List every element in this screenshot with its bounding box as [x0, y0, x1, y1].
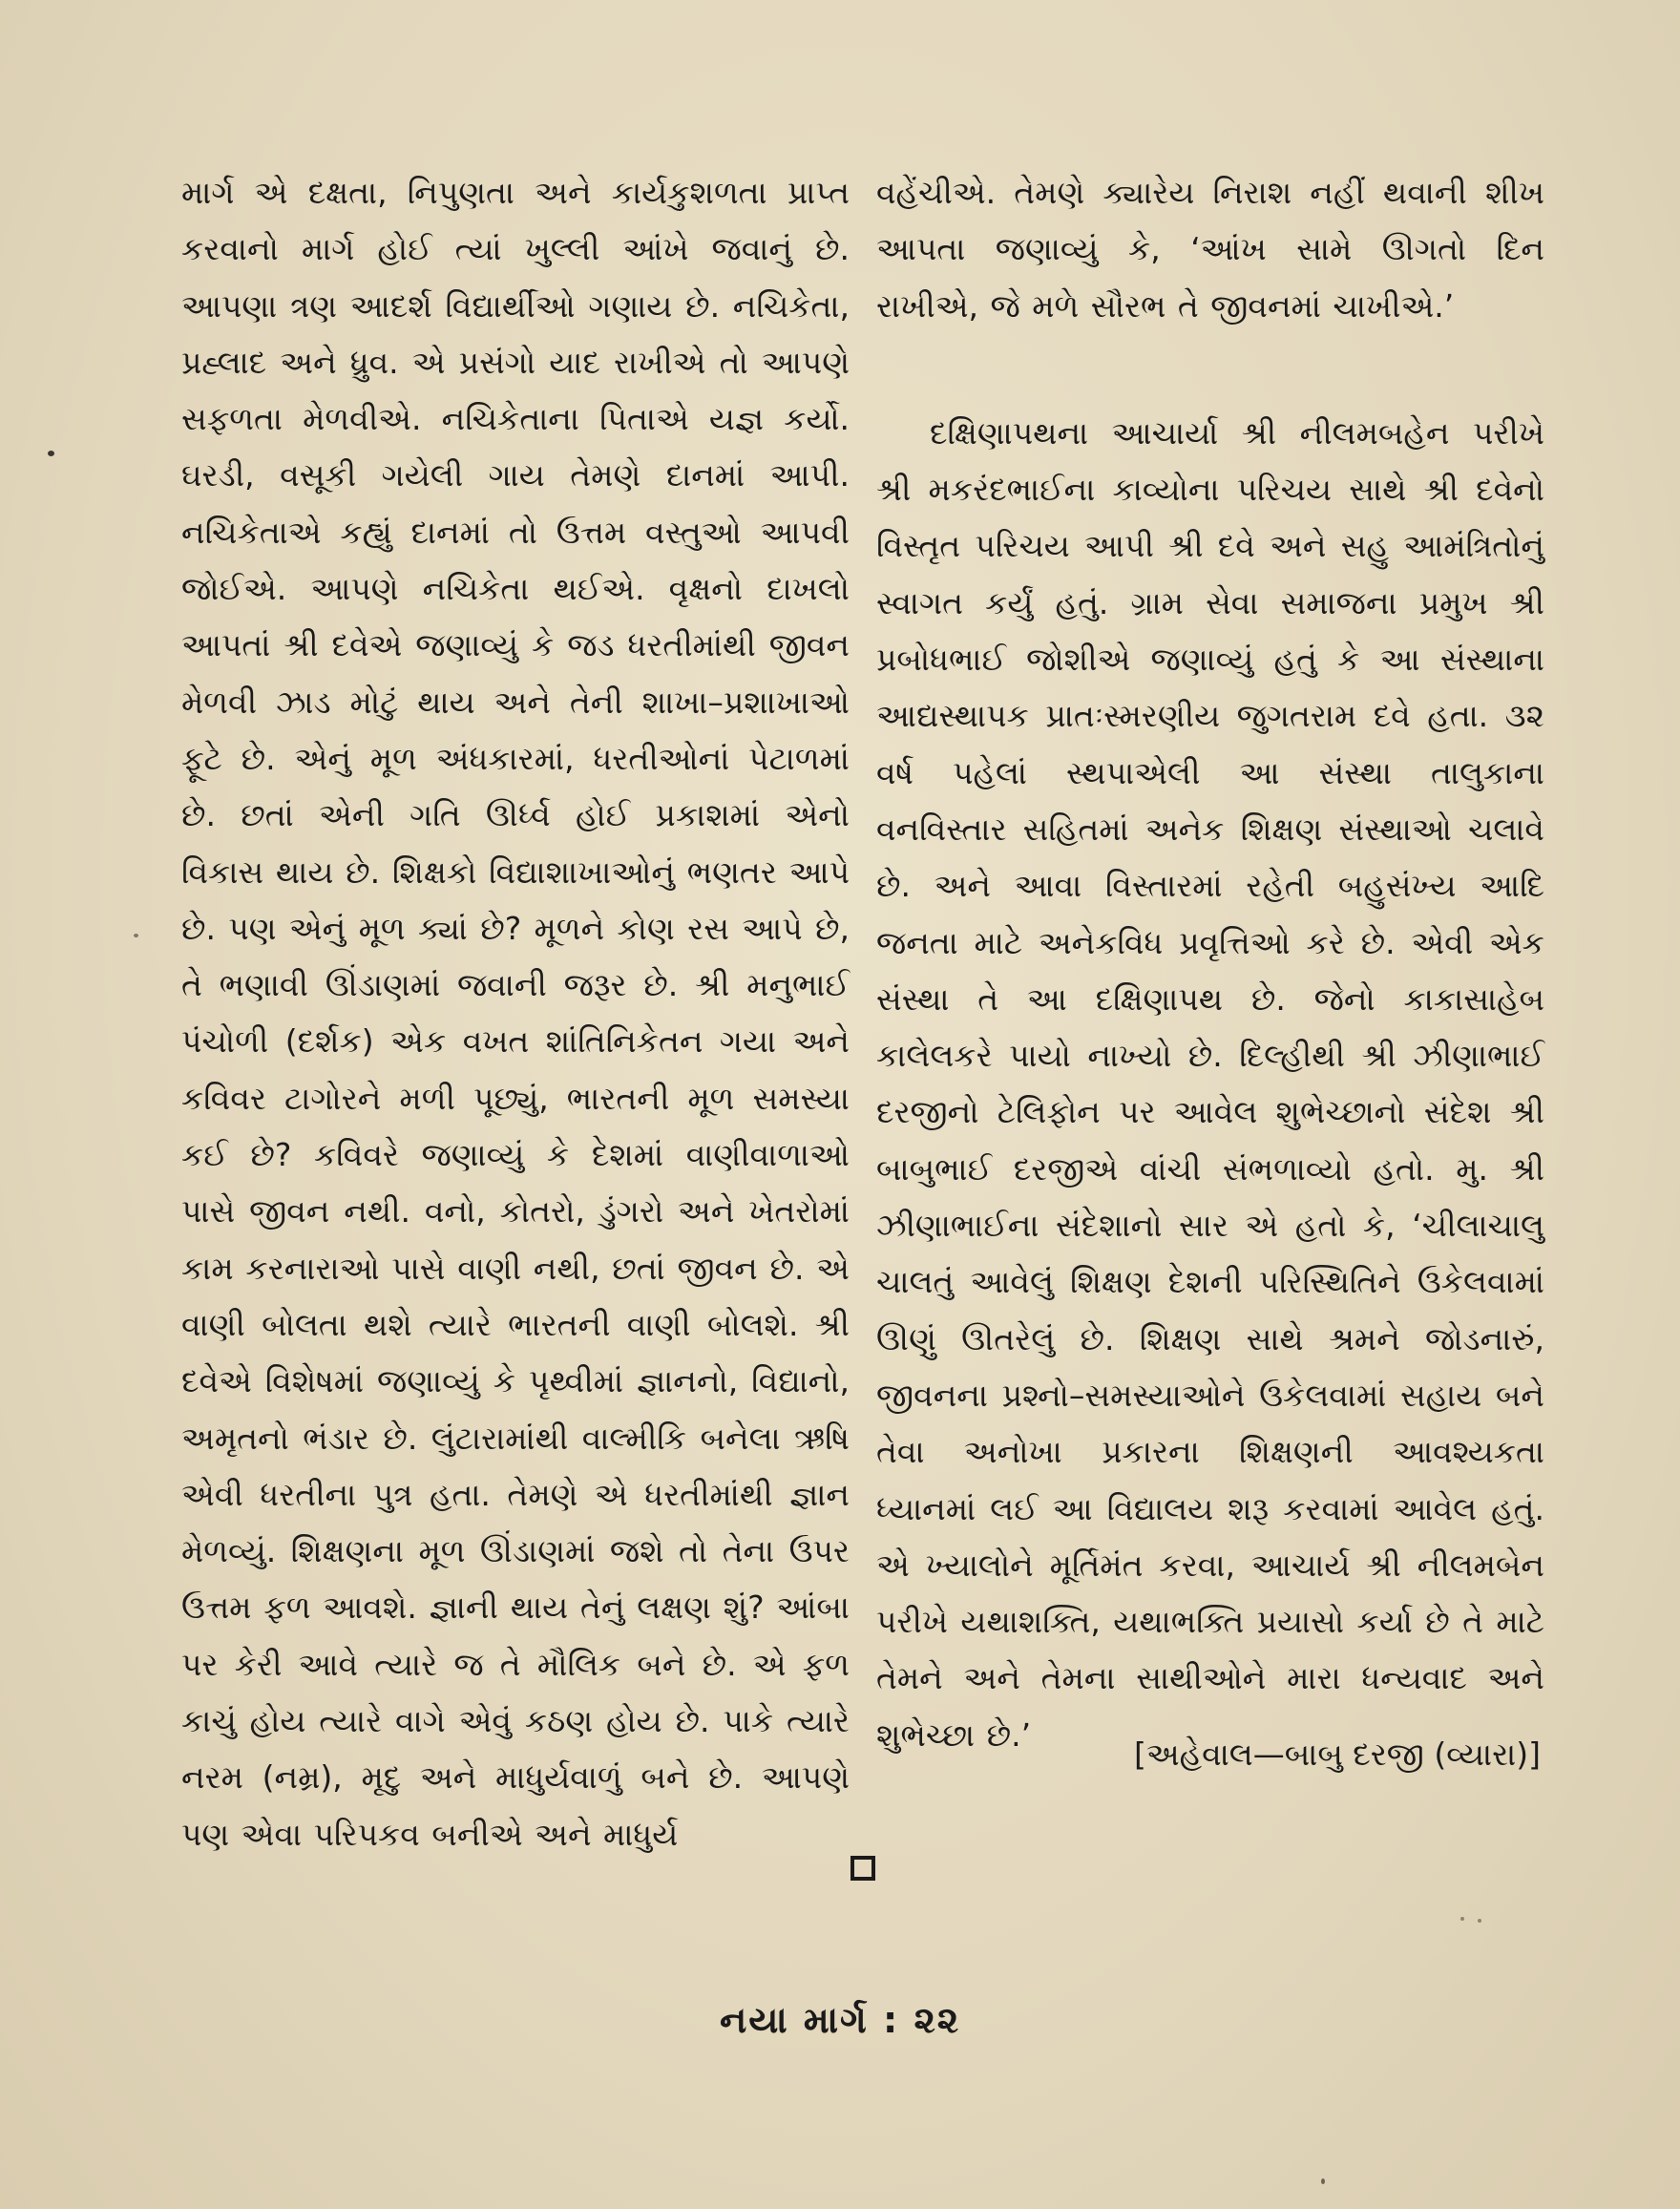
page-footer: નયા માર્ગ : ૨૨: [719, 1999, 961, 2041]
article-paragraph: વહેંચીએ. તેમણે ક્યારેય નિરાશ નહીં થવાની શીખ આપતા જણાવ્યું કે, ‘આંખ સામે ઊગતો દિન રાખીએ, જે મળે સૌરભ તે જીવનમાં ચાખીએ.’: [876, 174, 1544, 325]
report-credit: [અહેવાલ—બાબુ દરજી (વ્યારા)]: [1133, 1736, 1541, 1773]
print-speck: [134, 934, 138, 937]
article-paragraph: દક્ષિણાપથના આચાર્યા શ્રી નીલમબહેન પરીખે શ્રી મકરંદભાઈના કાવ્યોના પરિચય સાથે શ્રી દવેનો વિસ્તૃત પરિચય આપી શ્રી દવે અને સહુ આમંત્રિતોનું સ્વાગત કર્યું હતું. ગ્રામ સેવા સમાજના પ્રમુખ શ્રી પ્રબોધભાઈ જોશીએ જણાવ્યું હતું કે આ સંસ્થાના આદ્યસ્થાપક પ્રાતઃસ્મરણીય જુગતરામ દવે હતા. ૩૨ વર્ષ પહેલાં સ્થપાએલી આ સંસ્થા તાલુકાના વનવિસ્તાર સહિતમાં અનેક શિક્ષણ સંસ્થાઓ ચલાવે છે. અને આવા વિસ્તારમાં રહેતી બહુસંખ્ય આદિ જનતા માટે અનેકવિધ પ્રવૃત્તિઓ કરે છે. એવી એક સંસ્થા તે આ દક્ષિણાપથ છે. જેનો કાકાસાહેબ કાલેલકરે પાયો નાખ્યો છે. દિલ્હીથી શ્રી ઝીણાભાઈ દરજીનો ટેલિફોન પર આવેલ શુભેચ્છાનો સંદેશ શ્રી બાબુભાઈ દરજીએ વાંચી સંભળાવ્યો હતો. મુ. શ્રી ઝીણાભાઈના સંદેશાનો સાર એ હતો કે, ‘ચીલાચાલુ ચાલતું આવેલું શિક્ષણ દેશની પરિસ્થિતિને ઉકેલવામાં ઊણું ઊતરેલું છે. શિક્ષણ સાથે શ્રમને જોડનારું, જીવનના પ્રશ્નો–સમસ્યાઓને ઉકેલવામાં સહાય બને તેવા અનોખા પ્રકારના શિક્ષણની આવશ્યકતા ધ્યાનમાં લઈ આ વિદ્યાલય શરૂ કરવામાં આવેલ હતું. એ ખ્યાલોને મૂર્તિમંત કરવા, આચાર્ય શ્રી નીલમબેન પરીખે યથાશક્તિ, યથાભક્તિ પ્રયાસો કર્યા છે તે માટે તેમને અને તેમના સાથીઓને મારા ધન્યવાદ અને શુભેચ્છા છે.’: [876, 413, 1544, 1754]
print-speck: [1321, 2178, 1325, 2184]
end-of-article-box-icon: [850, 1856, 875, 1881]
article-column-right: [876, 164, 1544, 1763]
print-speck: [1478, 1919, 1481, 1923]
article-column-left: [181, 164, 850, 1862]
print-speck: [1460, 1917, 1464, 1921]
print-speck: [48, 451, 54, 456]
article-paragraph: માર્ગ એ દક્ષતા, નિપુણતા અને કાર્યકુશળતા પ્રાપ્ત કરવાનો માર્ગ હોઈ ત્યાં ખુલ્લી આંખે જવાનું છે. આપણા ત્રણ આદર્શ વિદ્યાર્થીઓ ગણાય છે. નચિકેતા, પ્રહ્લાદ અને ધ્રુવ. એ પ્રસંગો યાદ રાખીએ તો આપણે સફળતા મેળવીએ. નચિકેતાના પિતાએ યજ્ઞ કર્યો. ઘરડી, વસૂકી ગયેલી ગાય તેમણે દાનમાં આપી. નચિકેતાએ કહ્યું દાનમાં તો ઉત્તમ વસ્તુઓ આપવી જોઈએ. આપણે નચિકેતા થઈએ. વૃક્ષનો દાખલો આપતાં શ્રી દવેએ જણાવ્યું કે જડ ધરતીમાંથી જીવન મેળવી ઝાડ મોટું થાય અને તેની શાખા–પ્રશાખાઓ ફૂટે છે. એનું મૂળ અંધકારમાં, ધરતીઓનાં પેટાળમાં છે. છતાં એની ગતિ ઊર્ધ્વ હોઈ પ્રકાશમાં એનો વિકાસ થાય છે. શિક્ષકો વિદ્યાશાખાઓનું ભણતર આપે છે. પણ એનું મૂળ ક્યાં છે? મૂળને કોણ રસ આપે છે, તે ભણાવી ઊંડાણમાં જવાની જરૂર છે. શ્રી મનુભાઈ પંચોળી (દર્શક) એક વખત શાંતિનિકેતન ગયા અને કવિવર ટાગોરને મળી પૂછ્યું, ભારતની મૂળ સમસ્યા કઈ છે? કવિવરે જણાવ્યું કે દેશમાં વાણીવાળાઓ પાસે જીવન નથી. વનો, કોતરો, ડુંગરો અને ખેતરોમાં કામ કરનારાઓ પાસે વાણી નથી, છતાં જીવન છે. એ વાણી બોલતા થશે ત્યારે ભારતની વાણી બોલશે. શ્રી દવેએ વિશેષમાં જણાવ્યું કે પૃથ્વીમાં જ્ઞાનનો, વિદ્યાનો, અમૃતનો ભંડાર છે. લુંટારામાંથી વાલ્મીકિ બનેલા ઋષિ એવી ધરતીના પુત્ર હતા. તેમણે એ ધરતીમાંથી જ્ઞાન મેળવ્યું. શિક્ષણના મૂળ ઊંડાણમાં જશે તો તેના ઉપર ઉત્તમ ફળ આવશે. જ્ઞાની થાય તેનું લક્ષણ શું? આંબા પર કેરી આવે ત્યારે જ તે મૌલિક બને છે. એ ફળ કાચું હોય ત્યારે વાગે એવું કઠણ હોય છે. પાકે ત્યારે નરમ (નમ્ર), મૃદુ અને માધુર્યવાળું બને છે. આપણે પણ એવા પરિપકવ બનીએ અને માધુર્ય: [181, 174, 850, 1853]
